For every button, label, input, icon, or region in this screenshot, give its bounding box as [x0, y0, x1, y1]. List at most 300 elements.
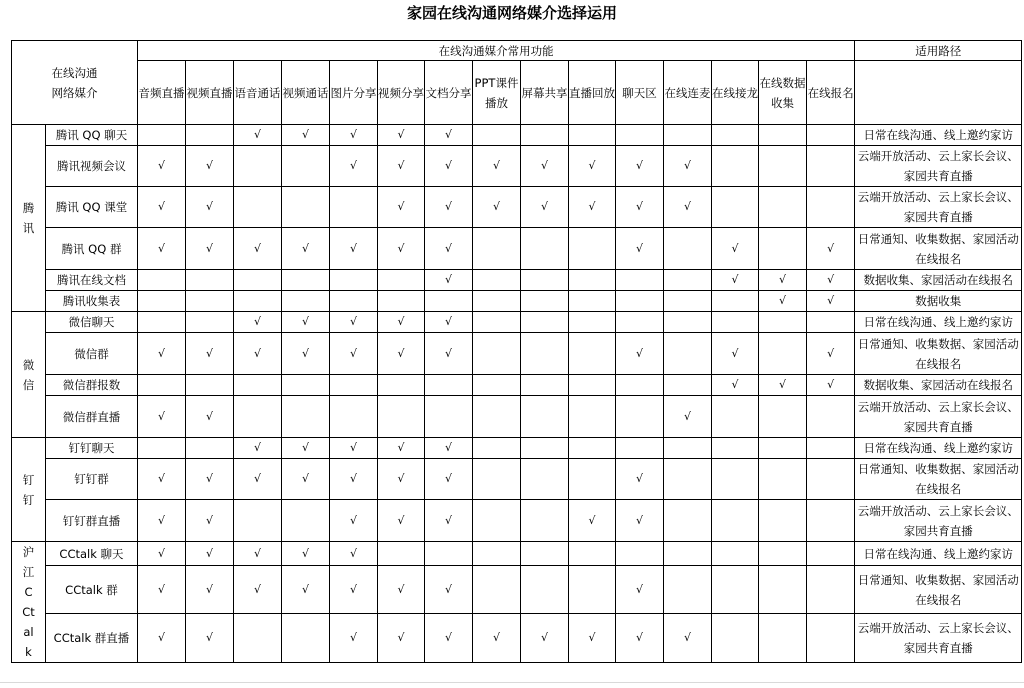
- empty-cell: [282, 270, 330, 291]
- check-mark-cell: √: [138, 396, 186, 438]
- route-cell: 云端开放活动、云上家长会议、家园共育直播: [855, 146, 1022, 187]
- check-mark-cell: √: [807, 375, 855, 396]
- media-name-cell: CCtalk 聊天: [46, 542, 138, 566]
- check-mark-cell: √: [234, 333, 282, 375]
- media-name-cell: 腾讯收集表: [46, 291, 138, 312]
- media-name-cell: 钉钉群直播: [46, 500, 138, 542]
- empty-cell: [282, 396, 330, 438]
- check-mark-cell: √: [569, 500, 616, 542]
- check-mark-cell: √: [425, 125, 473, 146]
- empty-cell: [282, 500, 330, 542]
- empty-cell: [521, 396, 569, 438]
- check-mark-cell: √: [378, 125, 425, 146]
- check-mark-cell: √: [330, 333, 378, 375]
- check-mark-cell: √: [186, 146, 234, 187]
- empty-cell: [569, 566, 616, 614]
- corner-header-cell: [12, 41, 138, 125]
- route-cell: 日常在线沟通、线上邀约家访: [855, 542, 1022, 566]
- table-row: [12, 291, 1022, 312]
- empty-cell: [521, 312, 569, 333]
- route-cell: 日常在线沟通、线上邀约家访: [855, 438, 1022, 459]
- function-header-2: 视频直播: [186, 61, 234, 125]
- route-cell: 云端开放活动、云上家长会议、家园共育直播: [855, 396, 1022, 438]
- empty-cell: [664, 459, 712, 500]
- empty-cell: [759, 459, 807, 500]
- route-cell: 日常通知、收集数据、家园活动在线报名: [855, 333, 1022, 375]
- media-name-cell: 腾讯视频会议: [46, 146, 138, 187]
- empty-cell: [616, 291, 664, 312]
- function-header-3: 语音通话: [234, 61, 282, 125]
- check-mark-cell: √: [282, 125, 330, 146]
- platform-name: 腾讯: [22, 201, 35, 235]
- check-mark-cell: √: [664, 146, 712, 187]
- media-name-cell: 钉钉聊天: [46, 438, 138, 459]
- empty-cell: [234, 187, 282, 228]
- route-header: 适用路径: [855, 41, 1022, 61]
- empty-cell: [712, 500, 759, 542]
- check-mark-cell: √: [807, 270, 855, 291]
- platform-name: 钉钉: [22, 472, 35, 507]
- check-mark-cell: √: [138, 500, 186, 542]
- check-mark-cell: √: [759, 270, 807, 291]
- empty-cell: [521, 566, 569, 614]
- check-mark-cell: √: [378, 312, 425, 333]
- route-cell: 日常在线沟通、线上邀约家访: [855, 312, 1022, 333]
- platform-group-cell: [12, 438, 46, 542]
- empty-cell: [186, 270, 234, 291]
- empty-cell: [425, 291, 473, 312]
- empty-cell: [234, 291, 282, 312]
- empty-cell: [473, 459, 521, 500]
- empty-cell: [521, 333, 569, 375]
- empty-cell: [521, 459, 569, 500]
- check-mark-cell: √: [425, 270, 473, 291]
- empty-cell: [282, 146, 330, 187]
- media-name-cell: 微信群: [46, 333, 138, 375]
- check-mark-cell: √: [616, 228, 664, 270]
- empty-cell: [138, 270, 186, 291]
- check-mark-cell: √: [282, 438, 330, 459]
- empty-cell: [759, 146, 807, 187]
- check-mark-cell: √: [712, 270, 759, 291]
- empty-cell: [569, 270, 616, 291]
- media-name-cell: 腾讯 QQ 聊天: [46, 125, 138, 146]
- check-mark-cell: √: [378, 459, 425, 500]
- empty-cell: [664, 125, 712, 146]
- check-mark-cell: √: [186, 333, 234, 375]
- platform-name: 微信: [22, 357, 35, 392]
- empty-cell: [712, 291, 759, 312]
- empty-cell: [569, 333, 616, 375]
- check-mark-cell: √: [330, 566, 378, 614]
- check-mark-cell: √: [234, 566, 282, 614]
- empty-cell: [712, 187, 759, 228]
- empty-cell: [616, 396, 664, 438]
- function-header-1: 音频直播: [138, 61, 186, 125]
- empty-cell: [521, 438, 569, 459]
- empty-cell: [712, 566, 759, 614]
- check-mark-cell: √: [616, 187, 664, 228]
- table-row: [12, 500, 1022, 542]
- empty-cell: [378, 270, 425, 291]
- empty-cell: [521, 291, 569, 312]
- check-mark-cell: √: [234, 312, 282, 333]
- check-mark-cell: √: [186, 542, 234, 566]
- empty-cell: [186, 125, 234, 146]
- route-cell: 云端开放活动、云上家长会议、家园共育直播: [855, 187, 1022, 228]
- route-cell: 数据收集: [855, 291, 1022, 312]
- route-cell: 日常通知、收集数据、家园活动在线报名: [855, 566, 1022, 614]
- empty-cell: [759, 396, 807, 438]
- empty-cell: [282, 291, 330, 312]
- media-selection-table: [11, 40, 1022, 663]
- media-name-cell: 微信聊天: [46, 312, 138, 333]
- empty-cell: [616, 375, 664, 396]
- empty-cell: [807, 312, 855, 333]
- empty-cell: [664, 375, 712, 396]
- empty-cell: [759, 566, 807, 614]
- empty-cell: [807, 396, 855, 438]
- empty-cell: [473, 396, 521, 438]
- empty-cell: [378, 396, 425, 438]
- table-row: [12, 270, 1022, 291]
- check-mark-cell: √: [186, 614, 234, 663]
- empty-cell: [664, 566, 712, 614]
- empty-cell: [664, 228, 712, 270]
- empty-cell: [569, 228, 616, 270]
- function-header-8: PPT课件播放: [473, 61, 521, 125]
- empty-cell: [664, 291, 712, 312]
- table-row: [12, 125, 1022, 146]
- check-mark-cell: √: [282, 566, 330, 614]
- media-name-cell: 腾讯 QQ 课堂: [46, 187, 138, 228]
- empty-cell: [138, 375, 186, 396]
- empty-cell: [664, 333, 712, 375]
- corner-header-line1: 在线沟通: [51, 65, 98, 80]
- empty-cell: [330, 291, 378, 312]
- empty-cell: [664, 312, 712, 333]
- empty-cell: [712, 125, 759, 146]
- empty-cell: [616, 542, 664, 566]
- empty-cell: [234, 614, 282, 663]
- check-mark-cell: √: [807, 291, 855, 312]
- check-mark-cell: √: [616, 146, 664, 187]
- check-mark-cell: √: [425, 614, 473, 663]
- check-mark-cell: √: [425, 146, 473, 187]
- check-mark-cell: √: [138, 228, 186, 270]
- check-mark-cell: √: [234, 459, 282, 500]
- check-mark-cell: √: [425, 228, 473, 270]
- table-row: [12, 566, 1022, 614]
- table-row: [12, 375, 1022, 396]
- media-name-cell: 钉钉群: [46, 459, 138, 500]
- route-cell: 数据收集、家园活动在线报名: [855, 375, 1022, 396]
- empty-cell: [234, 270, 282, 291]
- empty-cell: [712, 396, 759, 438]
- check-mark-cell: √: [521, 187, 569, 228]
- platform-group-cell: [12, 542, 46, 663]
- check-mark-cell: √: [282, 312, 330, 333]
- empty-cell: [425, 375, 473, 396]
- check-mark-cell: √: [425, 187, 473, 228]
- check-mark-cell: √: [234, 228, 282, 270]
- check-mark-cell: √: [138, 187, 186, 228]
- empty-cell: [807, 438, 855, 459]
- route-cell: 云端开放活动、云上家长会议、家园共育直播: [855, 500, 1022, 542]
- check-mark-cell: √: [330, 312, 378, 333]
- check-mark-cell: √: [378, 500, 425, 542]
- empty-cell: [473, 566, 521, 614]
- empty-cell: [569, 291, 616, 312]
- empty-cell: [186, 375, 234, 396]
- media-name-cell: CCtalk 群直播: [46, 614, 138, 663]
- route-subheader-blank: [855, 61, 1022, 125]
- empty-cell: [473, 542, 521, 566]
- empty-cell: [138, 125, 186, 146]
- check-mark-cell: √: [378, 438, 425, 459]
- check-mark-cell: √: [282, 228, 330, 270]
- function-header-12: 在线连麦: [664, 61, 712, 125]
- page-bottom-rule: [0, 682, 1024, 683]
- media-name-cell: 微信群直播: [46, 396, 138, 438]
- empty-cell: [378, 542, 425, 566]
- check-mark-cell: √: [569, 146, 616, 187]
- empty-cell: [378, 375, 425, 396]
- empty-cell: [473, 125, 521, 146]
- media-name-cell: CCtalk 群: [46, 566, 138, 614]
- check-mark-cell: √: [234, 542, 282, 566]
- empty-cell: [759, 614, 807, 663]
- function-header-10: 直播回放: [569, 61, 616, 125]
- empty-cell: [664, 500, 712, 542]
- check-mark-cell: √: [759, 291, 807, 312]
- empty-cell: [807, 459, 855, 500]
- check-mark-cell: √: [330, 125, 378, 146]
- check-mark-cell: √: [712, 375, 759, 396]
- empty-cell: [473, 500, 521, 542]
- table-row: [12, 542, 1022, 566]
- empty-cell: [569, 312, 616, 333]
- empty-cell: [759, 312, 807, 333]
- empty-cell: [521, 228, 569, 270]
- empty-cell: [807, 125, 855, 146]
- empty-cell: [186, 312, 234, 333]
- empty-cell: [473, 375, 521, 396]
- check-mark-cell: √: [712, 228, 759, 270]
- empty-cell: [569, 375, 616, 396]
- check-mark-cell: √: [425, 566, 473, 614]
- check-mark-cell: √: [569, 187, 616, 228]
- empty-cell: [807, 187, 855, 228]
- check-mark-cell: √: [330, 459, 378, 500]
- empty-cell: [569, 459, 616, 500]
- route-cell: 日常通知、收集数据、家园活动在线报名: [855, 459, 1022, 500]
- empty-cell: [282, 614, 330, 663]
- check-mark-cell: √: [616, 614, 664, 663]
- empty-cell: [234, 146, 282, 187]
- check-mark-cell: √: [616, 566, 664, 614]
- empty-cell: [807, 614, 855, 663]
- empty-cell: [425, 396, 473, 438]
- empty-cell: [330, 396, 378, 438]
- check-mark-cell: √: [330, 614, 378, 663]
- empty-cell: [807, 500, 855, 542]
- empty-cell: [759, 125, 807, 146]
- empty-cell: [616, 438, 664, 459]
- empty-cell: [807, 542, 855, 566]
- empty-cell: [616, 125, 664, 146]
- empty-cell: [473, 228, 521, 270]
- check-mark-cell: √: [378, 228, 425, 270]
- check-mark-cell: √: [664, 396, 712, 438]
- function-header-15: 在线报名: [807, 61, 855, 125]
- check-mark-cell: √: [521, 614, 569, 663]
- page-title: 家园在线沟通网络媒介选择运用: [406, 4, 617, 22]
- empty-cell: [712, 614, 759, 663]
- route-cell: 数据收集、家园活动在线报名: [855, 270, 1022, 291]
- empty-cell: [521, 270, 569, 291]
- check-mark-cell: √: [330, 500, 378, 542]
- check-mark-cell: √: [330, 146, 378, 187]
- function-header-14: 在线数据收集: [759, 61, 807, 125]
- check-mark-cell: √: [616, 500, 664, 542]
- empty-cell: [569, 438, 616, 459]
- table-row: [12, 187, 1022, 228]
- check-mark-cell: √: [186, 187, 234, 228]
- empty-cell: [569, 542, 616, 566]
- empty-cell: [807, 566, 855, 614]
- empty-cell: [569, 125, 616, 146]
- check-mark-cell: √: [473, 614, 521, 663]
- empty-cell: [521, 542, 569, 566]
- empty-cell: [759, 228, 807, 270]
- check-mark-cell: √: [186, 228, 234, 270]
- check-mark-cell: √: [186, 500, 234, 542]
- check-mark-cell: √: [138, 566, 186, 614]
- table-row: [12, 312, 1022, 333]
- empty-cell: [664, 542, 712, 566]
- empty-cell: [664, 438, 712, 459]
- check-mark-cell: √: [664, 187, 712, 228]
- check-mark-cell: √: [186, 396, 234, 438]
- check-mark-cell: √: [282, 459, 330, 500]
- table-row: [12, 396, 1022, 438]
- check-mark-cell: √: [664, 614, 712, 663]
- empty-cell: [138, 438, 186, 459]
- empty-cell: [759, 542, 807, 566]
- check-mark-cell: √: [425, 459, 473, 500]
- empty-cell: [138, 291, 186, 312]
- empty-cell: [569, 396, 616, 438]
- media-name-cell: 腾讯在线文档: [46, 270, 138, 291]
- header-row-2: [12, 61, 1022, 125]
- check-mark-cell: √: [138, 146, 186, 187]
- function-header-7: 文档分享: [425, 61, 473, 125]
- check-mark-cell: √: [138, 333, 186, 375]
- check-mark-cell: √: [282, 333, 330, 375]
- corner-header-line2: 网络媒介: [51, 85, 98, 100]
- empty-cell: [616, 312, 664, 333]
- empty-cell: [712, 312, 759, 333]
- check-mark-cell: √: [186, 566, 234, 614]
- empty-cell: [330, 375, 378, 396]
- check-mark-cell: √: [378, 614, 425, 663]
- function-header-9: 屏幕共享: [521, 61, 569, 125]
- empty-cell: [759, 438, 807, 459]
- check-mark-cell: √: [378, 187, 425, 228]
- empty-cell: [234, 500, 282, 542]
- check-mark-cell: √: [473, 146, 521, 187]
- check-mark-cell: √: [616, 459, 664, 500]
- check-mark-cell: √: [425, 500, 473, 542]
- function-header-13: 在线接龙: [712, 61, 759, 125]
- function-header-11: 聊天区: [616, 61, 664, 125]
- check-mark-cell: √: [425, 438, 473, 459]
- empty-cell: [521, 500, 569, 542]
- header-row-1: [12, 41, 1022, 61]
- function-header-6: 视频分享: [378, 61, 425, 125]
- empty-cell: [186, 438, 234, 459]
- platform-group-cell: [12, 312, 46, 438]
- table-row: [12, 459, 1022, 500]
- check-mark-cell: √: [807, 228, 855, 270]
- check-mark-cell: √: [282, 542, 330, 566]
- empty-cell: [234, 396, 282, 438]
- empty-cell: [759, 187, 807, 228]
- route-cell: 云端开放活动、云上家长会议、家园共育直播: [855, 614, 1022, 663]
- empty-cell: [521, 375, 569, 396]
- check-mark-cell: √: [569, 614, 616, 663]
- table-body: [12, 125, 1022, 663]
- platform-name: 沪江CCtalk: [22, 545, 35, 659]
- route-cell: 日常在线沟通、线上邀约家访: [855, 125, 1022, 146]
- check-mark-cell: √: [425, 333, 473, 375]
- route-cell: 日常通知、收集数据、家园活动在线报名: [855, 228, 1022, 270]
- platform-group-cell: [12, 125, 46, 312]
- functions-group-header: 在线沟通媒介常用功能: [138, 41, 855, 61]
- check-mark-cell: √: [759, 375, 807, 396]
- empty-cell: [282, 375, 330, 396]
- empty-cell: [712, 542, 759, 566]
- function-header-4: 视频通话: [282, 61, 330, 125]
- empty-cell: [521, 125, 569, 146]
- empty-cell: [759, 333, 807, 375]
- check-mark-cell: √: [138, 614, 186, 663]
- table-row: [12, 614, 1022, 663]
- empty-cell: [664, 270, 712, 291]
- check-mark-cell: √: [712, 333, 759, 375]
- empty-cell: [186, 291, 234, 312]
- empty-cell: [473, 438, 521, 459]
- check-mark-cell: √: [330, 438, 378, 459]
- check-mark-cell: √: [330, 542, 378, 566]
- empty-cell: [234, 375, 282, 396]
- empty-cell: [282, 187, 330, 228]
- media-name-cell: 微信群报数: [46, 375, 138, 396]
- empty-cell: [473, 333, 521, 375]
- empty-cell: [473, 270, 521, 291]
- check-mark-cell: √: [425, 312, 473, 333]
- table-row: [12, 228, 1022, 270]
- check-mark-cell: √: [616, 333, 664, 375]
- empty-cell: [138, 312, 186, 333]
- check-mark-cell: √: [330, 228, 378, 270]
- check-mark-cell: √: [378, 566, 425, 614]
- check-mark-cell: √: [234, 438, 282, 459]
- empty-cell: [712, 146, 759, 187]
- empty-cell: [759, 500, 807, 542]
- check-mark-cell: √: [378, 333, 425, 375]
